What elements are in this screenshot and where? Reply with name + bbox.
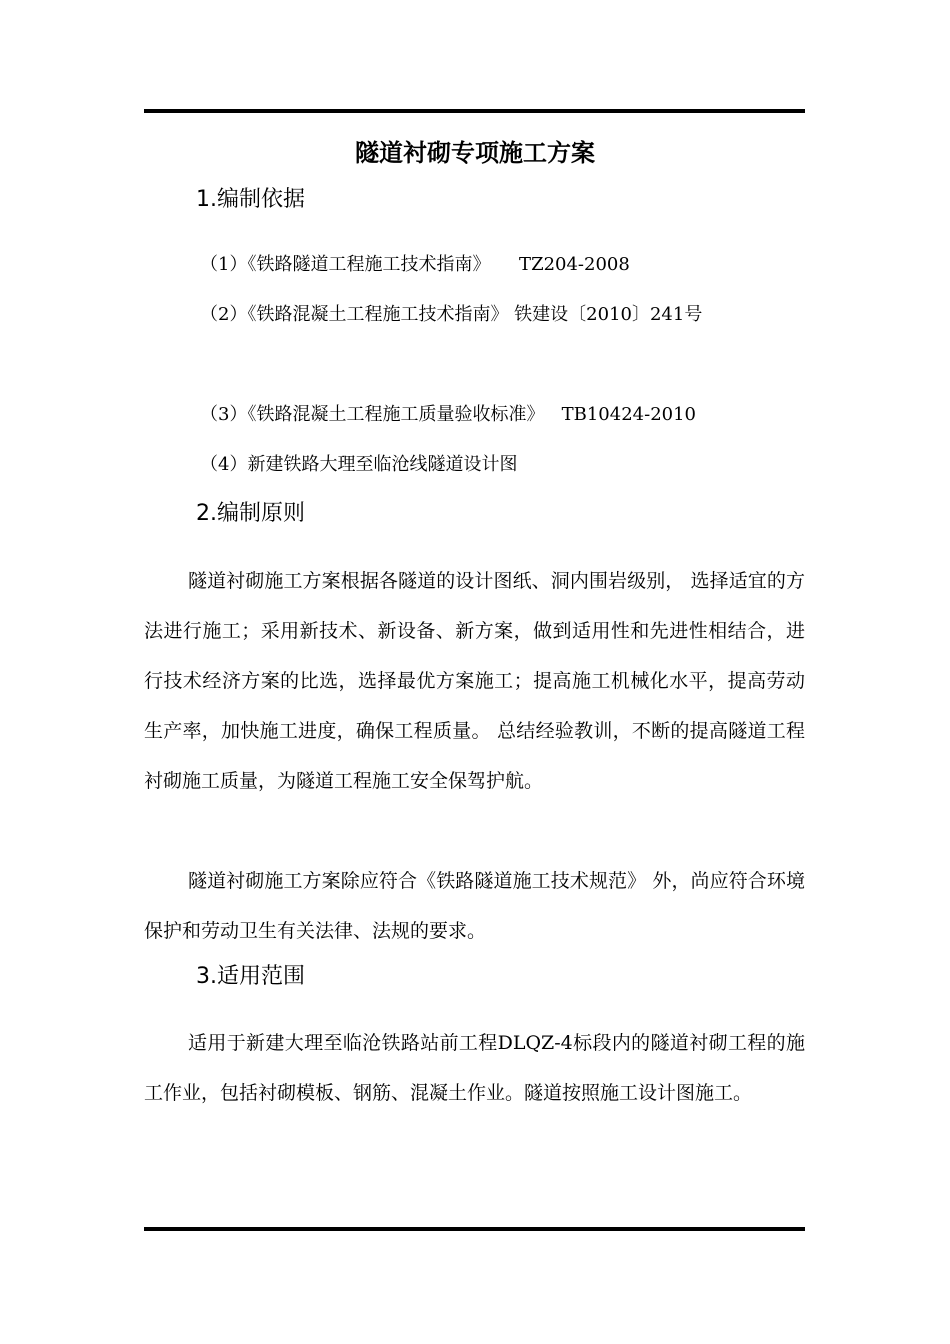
section-heading-principles: 2.编制原则 [196,501,305,526]
section-heading-scope: 3.适用范围 [196,964,305,989]
section-heading-basis: 1.编制依据 [196,187,305,212]
reference-item: （2）《铁路混凝土工程施工技术指南》 铁建设〔2010〕241号 [200,304,703,325]
body-paragraph: 隧道衬砌施工方案根据各隧道的设计图纸、洞内围岩级别， 选择适宜的方法进行施工；采用新技术、新设备、新方案，做到适用性和先进性相结合，进行技术经济方案的比选，选择最优方案施工；提高施工机械化水平，提高劳动生产率，加快施工进度，确保工程质量。 总结经验教训，不断的提高隧道工程衬砌施工质量，为隧道工程施工安全保驾护航。 [144,570,805,792]
reference-item: （1）《铁路隧道工程施工技术指南》 TZ204-2008 [200,254,630,275]
footer-rule [144,1227,805,1231]
body-paragraph: 隧道衬砌施工方案除应符合《铁路隧道施工技术规范》 外，尚应符合环境保护和劳动卫生有关法律、法规的要求。 [144,870,805,942]
header-rule [144,109,805,113]
body-paragraph: 适用于新建大理至临沧铁路站前工程DLQZ-4标段内的隧道衬砌工程的施工作业，包括衬砌模板、钢筋、混凝土作业。隧道按照施工设计图施工。 [144,1032,805,1104]
reference-item: （4）新建铁路大理至临沧线隧道设计图 [200,454,518,475]
reference-item: （3）《铁路混凝土工程施工质量验收标准》 TB10424-2010 [200,404,696,425]
document-title: 隧道衬砌专项施工方案 [355,139,595,167]
